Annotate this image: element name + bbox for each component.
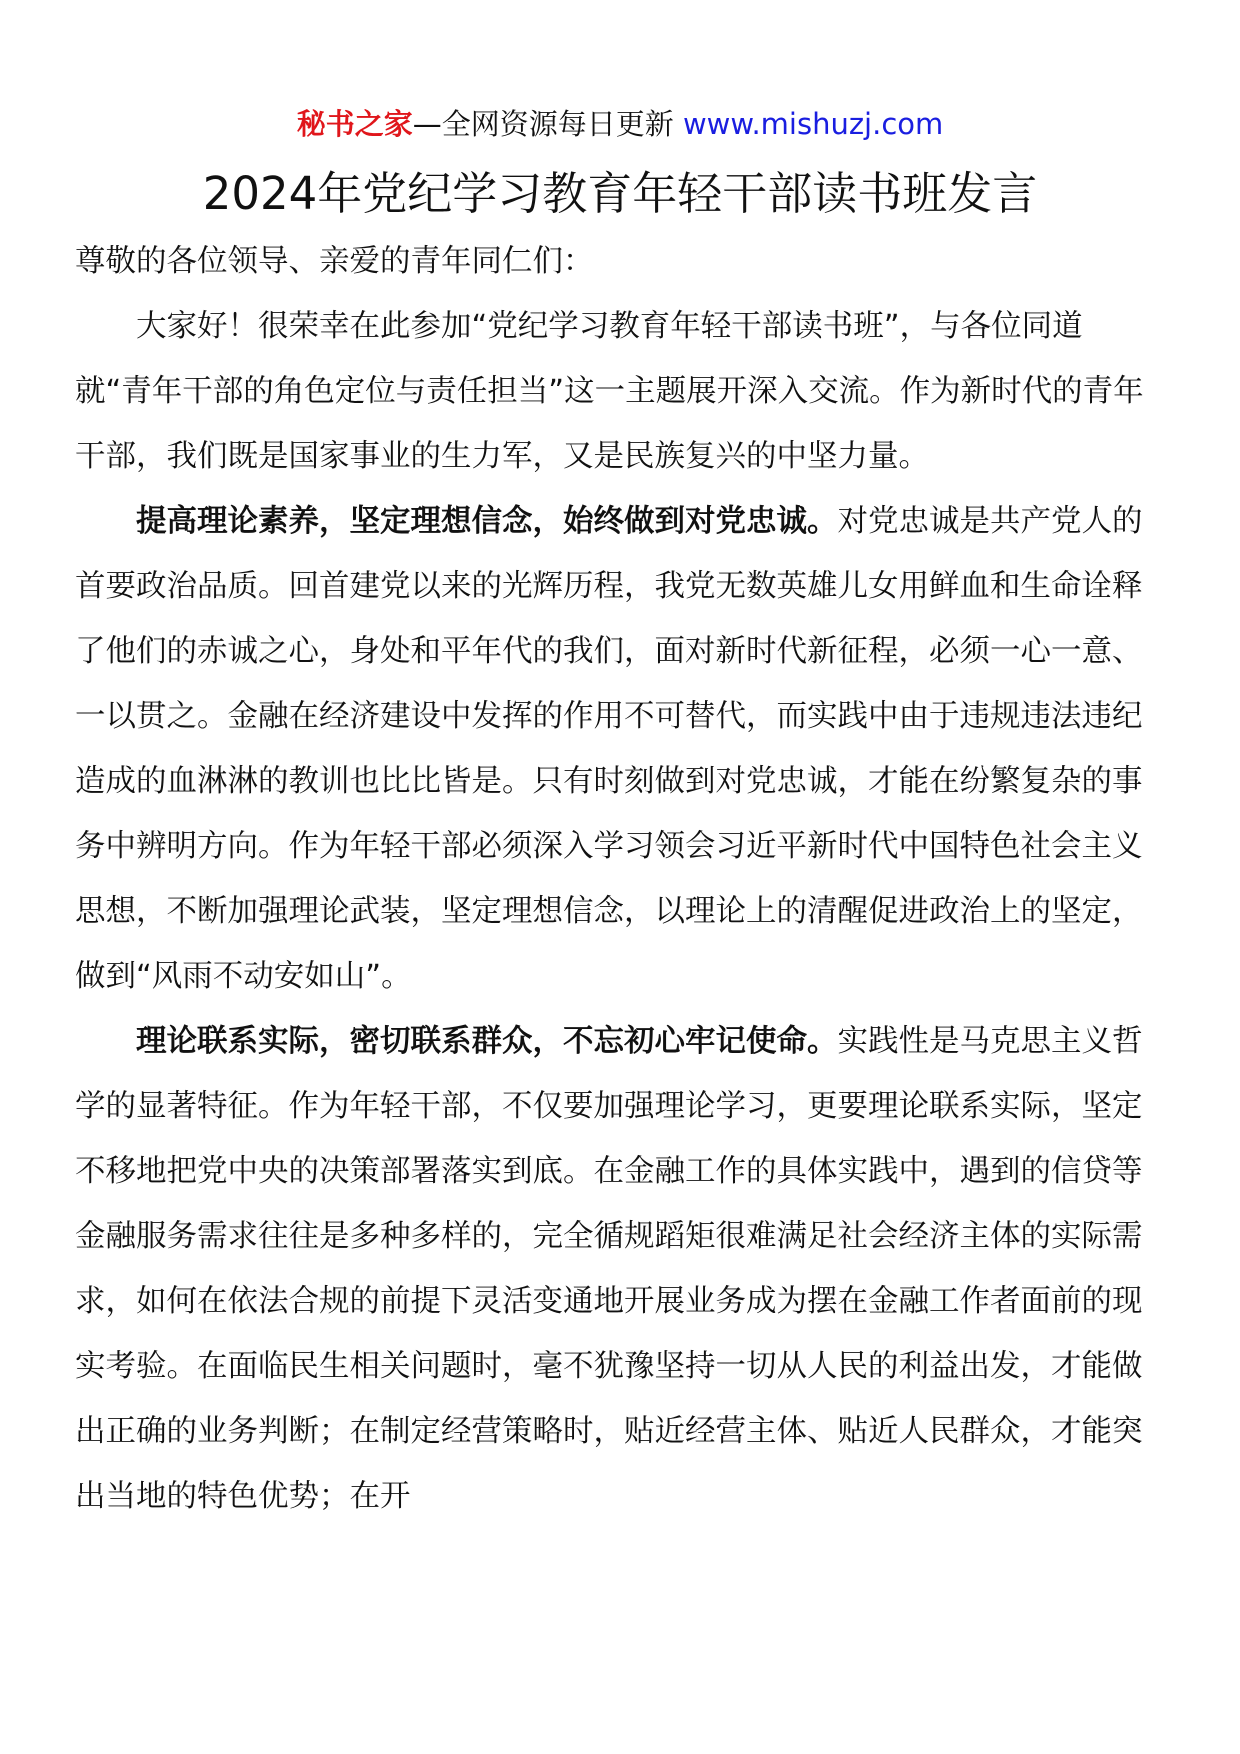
brand-name: 秘书之家 [296,107,413,141]
paragraph-text: 大家好！很荣幸在此参加“党纪学习教育年轻干部读书班”，与各位同道就“青年干部的角色定位与责任担当”这一主题展开深入交流。作为新时代的青年干部，我们既是国家事业的生力军，又是民族复兴的中坚力量。 [75,309,1144,474]
paragraph-loyalty [75,489,1155,1009]
header-tagline: —全网资源每日更新 [412,107,683,141]
salutation: 尊敬的各位领导、亲爱的青年同仁们： [75,244,594,279]
site-header [0,104,1240,144]
paragraph-heading: 提高理论素养，坚定理想信念，始终做到对党忠诚。 [136,504,838,539]
paragraph-text: 对党忠诚是共产党人的首要政治品质。回首建党以来的光辉历程，我党无数英雄儿女用鲜血和生命诠释了他们的赤诚之心，身处和平年代的我们，面对新时代新征程，必须一心一意、一以贯之。金融在经济建设中发挥的作用不可替代，而实践中由于违规违法违纪造成的血淋淋的教训也比比皆是。只有时刻做到对党忠诚，才能在纷繁复杂的事务中辨明方向。作为年轻干部必须深入学习领会习近平新时代中国特色社会主义思想，不断加强理论武装，坚定理想信念，以理论上的清醒促进政治上的坚定，做到“风雨不动安如山”。 [75,504,1143,994]
site-url-link[interactable]: www.mishuzj.com [682,107,944,141]
document-title: 2024年党纪学习教育年轻干部读书班发言 [202,167,1038,220]
document-body [75,229,1155,1529]
paragraph-text: 实践性是马克思主义哲学的显著特征。作为年轻干部，不仅要加强理论学习，更要理论联系实际，坚定不移地把党中央的决策部署落实到底。在金融工作的具体实践中，遇到的信贷等金融服务需求往往是多种多样的，完全循规蹈矩很难满足社会经济主体的实际需求，如何在依法合规的前提下灵活变通地开展业务成为摆在金融工作者面前的现实考验。在面临民生相关问题时，毫不犹豫坚持一切从人民的利益出发，才能做出正确的业务判断；在制定经营策略时，贴近经营主体、贴近人民群众，才能突出当地的特色优势；在开 [75,1024,1143,1514]
paragraph-practice [75,1009,1155,1529]
paragraph-heading: 理论联系实际，密切联系群众，不忘初心牢记使命。 [136,1024,838,1059]
paragraph-intro [75,294,1155,489]
